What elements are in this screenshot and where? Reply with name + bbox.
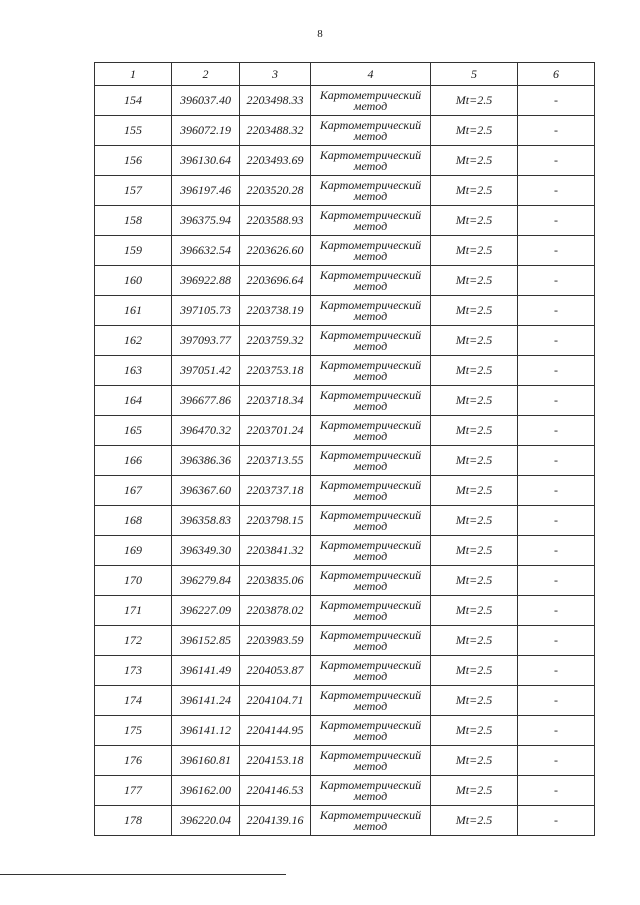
cell-accuracy: Mt=2.5 xyxy=(431,596,518,626)
method-line: Картометрический xyxy=(319,357,422,372)
table-row xyxy=(95,266,595,296)
cell-y-coordinate: 2203626.60 xyxy=(240,236,311,266)
cell-note: - xyxy=(518,656,595,686)
cell-point-number: 168 xyxy=(95,506,172,536)
cell-note: - xyxy=(518,296,595,326)
cell-accuracy: Mt=2.5 xyxy=(431,656,518,686)
cell-point-number: 166 xyxy=(95,446,172,476)
cell-method xyxy=(311,386,431,416)
cell-method xyxy=(311,806,431,836)
cell-accuracy: Mt=2.5 xyxy=(431,446,518,476)
cell-method xyxy=(311,446,431,476)
cell-point-number: 170 xyxy=(95,566,172,596)
table-row xyxy=(95,326,595,356)
cell-note: - xyxy=(518,596,595,626)
cell-y-coordinate: 2203588.93 xyxy=(240,206,311,236)
cell-point-number: 154 xyxy=(95,86,172,116)
page-number: 8 xyxy=(317,28,323,40)
cell-y-coordinate: 2203696.64 xyxy=(240,266,311,296)
cell-accuracy: Mt=2.5 xyxy=(431,746,518,776)
table-row xyxy=(95,506,595,536)
cell-x-coordinate: 396470.32 xyxy=(172,416,240,446)
cell-accuracy: Mt=2.5 xyxy=(431,236,518,266)
cell-y-coordinate: 2204139.16 xyxy=(240,806,311,836)
footer-divider xyxy=(0,874,286,875)
table-row xyxy=(95,656,595,686)
cell-note: - xyxy=(518,356,595,386)
method-line: Картометрический xyxy=(319,597,422,612)
cell-y-coordinate: 2204144.95 xyxy=(240,716,311,746)
method-line: Картометрический xyxy=(319,267,422,282)
cell-y-coordinate: 2204053.87 xyxy=(240,656,311,686)
cell-x-coordinate: 396367.60 xyxy=(172,476,240,506)
table-body xyxy=(95,86,595,836)
cell-x-coordinate: 396375.94 xyxy=(172,206,240,236)
cell-x-coordinate: 396358.83 xyxy=(172,506,240,536)
cell-x-coordinate: 397093.77 xyxy=(172,326,240,356)
cell-point-number: 177 xyxy=(95,776,172,806)
cell-x-coordinate: 396152.85 xyxy=(172,626,240,656)
cell-point-number: 165 xyxy=(95,416,172,446)
cell-point-number: 158 xyxy=(95,206,172,236)
cell-x-coordinate: 396141.24 xyxy=(172,686,240,716)
cell-point-number: 156 xyxy=(95,146,172,176)
cell-x-coordinate: 396386.36 xyxy=(172,446,240,476)
method-line: метод xyxy=(353,338,388,353)
table-row xyxy=(95,296,595,326)
cell-note: - xyxy=(518,446,595,476)
cell-y-coordinate: 2203718.34 xyxy=(240,386,311,416)
method-line: метод xyxy=(353,308,388,323)
method-line: метод xyxy=(353,728,388,743)
cell-y-coordinate: 2203493.69 xyxy=(240,146,311,176)
cell-accuracy: Mt=2.5 xyxy=(431,476,518,506)
cell-method xyxy=(311,566,431,596)
cell-point-number: 159 xyxy=(95,236,172,266)
method-line: метод xyxy=(353,368,388,383)
cell-x-coordinate: 396141.49 xyxy=(172,656,240,686)
method-line: Картометрический xyxy=(319,387,422,402)
cell-method xyxy=(311,416,431,446)
cell-note: - xyxy=(518,476,595,506)
cell-method xyxy=(311,476,431,506)
cell-y-coordinate: 2203488.32 xyxy=(240,116,311,146)
table-row xyxy=(95,806,595,836)
cell-y-coordinate: 2203798.15 xyxy=(240,506,311,536)
cell-accuracy: Mt=2.5 xyxy=(431,386,518,416)
cell-point-number: 161 xyxy=(95,296,172,326)
table-row xyxy=(95,416,595,446)
method-line: Картометрический xyxy=(319,447,422,462)
cell-accuracy: Mt=2.5 xyxy=(431,806,518,836)
method-line: метод xyxy=(353,248,388,263)
table-row xyxy=(95,566,595,596)
method-line: Картометрический xyxy=(319,507,422,522)
cell-y-coordinate: 2203841.32 xyxy=(240,536,311,566)
header-cell-1: 1 xyxy=(95,63,172,86)
cell-y-coordinate: 2204153.18 xyxy=(240,746,311,776)
table-row xyxy=(95,626,595,656)
method-line: метод xyxy=(353,188,388,203)
cell-method xyxy=(311,206,431,236)
method-line: Картометрический xyxy=(319,87,422,102)
table-row xyxy=(95,476,595,506)
cell-accuracy: Mt=2.5 xyxy=(431,506,518,536)
method-line: метод xyxy=(353,698,388,713)
cell-point-number: 160 xyxy=(95,266,172,296)
cell-x-coordinate: 396922.88 xyxy=(172,266,240,296)
cell-x-coordinate: 396141.12 xyxy=(172,716,240,746)
method-line: метод xyxy=(353,578,388,593)
cell-x-coordinate: 397105.73 xyxy=(172,296,240,326)
method-line: Картометрический xyxy=(319,237,422,252)
cell-note: - xyxy=(518,506,595,536)
method-line: Картометрический xyxy=(319,147,422,162)
cell-point-number: 173 xyxy=(95,656,172,686)
cell-point-number: 174 xyxy=(95,686,172,716)
cell-accuracy: Mt=2.5 xyxy=(431,176,518,206)
cell-y-coordinate: 2203759.32 xyxy=(240,326,311,356)
cell-accuracy: Mt=2.5 xyxy=(431,296,518,326)
method-line: метод xyxy=(353,158,388,173)
cell-point-number: 164 xyxy=(95,386,172,416)
cell-note: - xyxy=(518,326,595,356)
cell-accuracy: Mt=2.5 xyxy=(431,626,518,656)
cell-note: - xyxy=(518,746,595,776)
table-row xyxy=(95,116,595,146)
cell-method xyxy=(311,356,431,386)
cell-accuracy: Mt=2.5 xyxy=(431,686,518,716)
cell-y-coordinate: 2203983.59 xyxy=(240,626,311,656)
cell-note: - xyxy=(518,86,595,116)
cell-x-coordinate: 396197.46 xyxy=(172,176,240,206)
method-line: метод xyxy=(353,638,388,653)
method-line: метод xyxy=(353,428,388,443)
cell-y-coordinate: 2203520.28 xyxy=(240,176,311,206)
method-line: Картометрический xyxy=(319,687,422,702)
cell-point-number: 176 xyxy=(95,746,172,776)
cell-note: - xyxy=(518,566,595,596)
table-row xyxy=(95,446,595,476)
header-cell-4: 4 xyxy=(311,63,431,86)
cell-y-coordinate: 2203737.18 xyxy=(240,476,311,506)
table-row xyxy=(95,746,595,776)
method-line: Картометрический xyxy=(319,117,422,132)
cell-method xyxy=(311,266,431,296)
table-row xyxy=(95,146,595,176)
cell-point-number: 167 xyxy=(95,476,172,506)
table-row xyxy=(95,686,595,716)
cell-y-coordinate: 2203835.06 xyxy=(240,566,311,596)
cell-x-coordinate: 396162.00 xyxy=(172,776,240,806)
cell-accuracy: Mt=2.5 xyxy=(431,266,518,296)
cell-x-coordinate: 396220.04 xyxy=(172,806,240,836)
cell-y-coordinate: 2203498.33 xyxy=(240,86,311,116)
method-line: метод xyxy=(353,398,388,413)
method-line: метод xyxy=(353,608,388,623)
cell-accuracy: Mt=2.5 xyxy=(431,716,518,746)
cell-note: - xyxy=(518,686,595,716)
method-line: Картометрический xyxy=(319,417,422,432)
cell-point-number: 178 xyxy=(95,806,172,836)
cell-method xyxy=(311,626,431,656)
method-line: метод xyxy=(353,548,388,563)
cell-x-coordinate: 396227.09 xyxy=(172,596,240,626)
method-line: метод xyxy=(353,458,388,473)
cell-point-number: 157 xyxy=(95,176,172,206)
cell-note: - xyxy=(518,206,595,236)
method-line: метод xyxy=(353,758,388,773)
method-line: метод xyxy=(353,98,388,113)
cell-accuracy: Mt=2.5 xyxy=(431,776,518,806)
method-line: метод xyxy=(353,278,388,293)
method-line: метод xyxy=(353,668,388,683)
cell-accuracy: Mt=2.5 xyxy=(431,116,518,146)
cell-method xyxy=(311,296,431,326)
method-line: Картометрический xyxy=(319,537,422,552)
table-row xyxy=(95,386,595,416)
cell-y-coordinate: 2203738.19 xyxy=(240,296,311,326)
cell-accuracy: Mt=2.5 xyxy=(431,206,518,236)
cell-note: - xyxy=(518,416,595,446)
cell-accuracy: Mt=2.5 xyxy=(431,416,518,446)
cell-y-coordinate: 2203878.02 xyxy=(240,596,311,626)
cell-accuracy: Mt=2.5 xyxy=(431,146,518,176)
cell-note: - xyxy=(518,176,595,206)
cell-accuracy: Mt=2.5 xyxy=(431,566,518,596)
cell-note: - xyxy=(518,776,595,806)
coordinates-table xyxy=(94,62,595,836)
method-line: Картометрический xyxy=(319,297,422,312)
cell-x-coordinate: 397051.42 xyxy=(172,356,240,386)
method-line: Картометрический xyxy=(319,777,422,792)
method-line: метод xyxy=(353,788,388,803)
cell-y-coordinate: 2203753.18 xyxy=(240,356,311,386)
cell-note: - xyxy=(518,146,595,176)
cell-note: - xyxy=(518,806,595,836)
cell-note: - xyxy=(518,386,595,416)
cell-note: - xyxy=(518,266,595,296)
method-line: Картометрический xyxy=(319,207,422,222)
table-row xyxy=(95,776,595,806)
method-line: Картометрический xyxy=(319,717,422,732)
table-header-row xyxy=(95,63,595,86)
cell-x-coordinate: 396349.30 xyxy=(172,536,240,566)
cell-accuracy: Mt=2.5 xyxy=(431,356,518,386)
cell-y-coordinate: 2204104.71 xyxy=(240,686,311,716)
table-row xyxy=(95,536,595,566)
header-cell-6: 6 xyxy=(518,63,595,86)
cell-method xyxy=(311,146,431,176)
cell-x-coordinate: 396037.40 xyxy=(172,86,240,116)
cell-y-coordinate: 2204146.53 xyxy=(240,776,311,806)
method-line: Картометрический xyxy=(319,567,422,582)
cell-method xyxy=(311,656,431,686)
table-row xyxy=(95,206,595,236)
cell-method xyxy=(311,716,431,746)
table-row xyxy=(95,356,595,386)
cell-method xyxy=(311,86,431,116)
method-line: Картометрический xyxy=(319,177,422,192)
method-line: Картометрический xyxy=(319,807,422,822)
cell-method xyxy=(311,506,431,536)
cell-x-coordinate: 396632.54 xyxy=(172,236,240,266)
table-row xyxy=(95,176,595,206)
cell-note: - xyxy=(518,116,595,146)
method-line: метод xyxy=(353,518,388,533)
cell-method xyxy=(311,236,431,266)
method-line: Картометрический xyxy=(319,327,422,342)
header-cell-3: 3 xyxy=(240,63,311,86)
method-line: Картометрический xyxy=(319,627,422,642)
cell-x-coordinate: 396160.81 xyxy=(172,746,240,776)
method-line: Картометрический xyxy=(319,477,422,492)
cell-note: - xyxy=(518,236,595,266)
cell-note: - xyxy=(518,716,595,746)
method-line: метод xyxy=(353,488,388,503)
method-line: метод xyxy=(353,818,388,833)
table-row xyxy=(95,86,595,116)
cell-note: - xyxy=(518,536,595,566)
cell-point-number: 162 xyxy=(95,326,172,356)
cell-method xyxy=(311,116,431,146)
cell-method xyxy=(311,776,431,806)
cell-note: - xyxy=(518,626,595,656)
header-cell-2: 2 xyxy=(172,63,240,86)
cell-accuracy: Mt=2.5 xyxy=(431,536,518,566)
cell-method xyxy=(311,596,431,626)
table-row xyxy=(95,716,595,746)
cell-point-number: 175 xyxy=(95,716,172,746)
cell-accuracy: Mt=2.5 xyxy=(431,86,518,116)
table-row xyxy=(95,236,595,266)
cell-method xyxy=(311,176,431,206)
cell-point-number: 155 xyxy=(95,116,172,146)
method-line: метод xyxy=(353,128,388,143)
cell-method xyxy=(311,536,431,566)
cell-method xyxy=(311,686,431,716)
method-line: Картометрический xyxy=(319,657,422,672)
cell-point-number: 169 xyxy=(95,536,172,566)
cell-x-coordinate: 396677.86 xyxy=(172,386,240,416)
cell-x-coordinate: 396072.19 xyxy=(172,116,240,146)
cell-method xyxy=(311,326,431,356)
cell-x-coordinate: 396279.84 xyxy=(172,566,240,596)
table-row xyxy=(95,596,595,626)
cell-y-coordinate: 2203713.55 xyxy=(240,446,311,476)
cell-point-number: 163 xyxy=(95,356,172,386)
cell-method xyxy=(311,746,431,776)
cell-point-number: 171 xyxy=(95,596,172,626)
method-line: метод xyxy=(353,218,388,233)
cell-point-number: 172 xyxy=(95,626,172,656)
header-cell-5: 5 xyxy=(431,63,518,86)
cell-accuracy: Mt=2.5 xyxy=(431,326,518,356)
cell-x-coordinate: 396130.64 xyxy=(172,146,240,176)
cell-y-coordinate: 2203701.24 xyxy=(240,416,311,446)
method-line: Картометрический xyxy=(319,747,422,762)
